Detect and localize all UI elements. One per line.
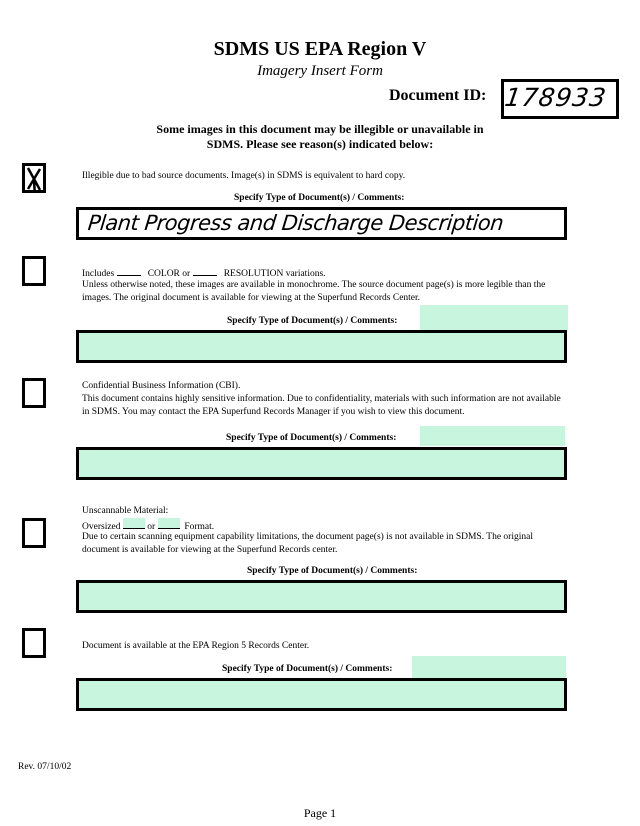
records-center-comments-label: Specify Type of Document(s) / Comments: xyxy=(222,664,393,674)
records-center-checkbox[interactable] xyxy=(22,628,46,658)
cbi-line-2: This document contains highly sensitive information. Due to confidentiality, materials with such information are not available xyxy=(82,394,561,404)
color-resolution-line-3: images. The original document is available for viewing at the Superfund Records Center. xyxy=(82,293,421,303)
color-resolution-checkbox[interactable] xyxy=(22,256,46,286)
unscannable-comments-label: Specify Type of Document(s) / Comments: xyxy=(247,566,418,576)
color-resolution-line-1: Includes COLOR or RESOLUTION variations. xyxy=(82,266,326,281)
records-center-comments-field[interactable] xyxy=(76,678,567,711)
intro-line-2: SDMS. Please see reason(s) indicated below: xyxy=(206,137,434,151)
unscannable-comments-field[interactable] xyxy=(76,580,567,613)
illegible-checkbox[interactable] xyxy=(22,163,46,193)
check-mark-icon xyxy=(25,166,43,192)
records-center-spec-fill xyxy=(412,656,566,678)
color-resolution-comments-field[interactable] xyxy=(76,330,567,363)
unscannable-line-2: Oversized or Format. xyxy=(82,518,214,534)
illegible-comments-label: Specify Type of Document(s) / Comments: xyxy=(234,193,405,203)
cbi-spec-fill xyxy=(420,426,565,446)
cbi-checkbox[interactable] xyxy=(22,378,46,408)
records-center-description: Document is available at the EPA Region 5 Records Center. xyxy=(82,641,310,651)
format-blank[interactable] xyxy=(158,518,180,529)
intro-notice xyxy=(100,122,540,152)
revision-date: Rev. 07/10/02 xyxy=(18,762,72,772)
cbi-comments-label: Specify Type of Document(s) / Comments: xyxy=(226,433,397,443)
unscannable-line-4: document is available for viewing at the Superfund Records center. xyxy=(82,545,338,555)
cbi-line-1: Confidential Business Information (CBI). xyxy=(82,381,241,391)
color-resolution-comments-label: Specify Type of Document(s) / Comments: xyxy=(227,316,398,326)
color-resolution-spec-fill xyxy=(420,305,568,331)
page-title: SDMS US EPA Region V xyxy=(213,38,427,60)
cbi-line-3: in SDMS. You may contact the EPA Superfund Records Manager if you wish to view this document. xyxy=(82,407,465,417)
illegible-comments-value: Plant Progress and Discharge Description xyxy=(86,211,505,235)
oversized-blank[interactable] xyxy=(123,518,145,529)
unscannable-line-1: Unscannable Material: xyxy=(82,506,169,516)
color-resolution-line-2: Unless otherwise noted, these images are available in monochrome. The source document page(s) is more legible than the xyxy=(82,280,546,290)
document-id-value: 178933 xyxy=(502,83,609,112)
unscannable-checkbox[interactable] xyxy=(22,518,46,548)
color-count-blank[interactable] xyxy=(117,266,141,276)
page-number: Page 1 xyxy=(303,806,337,820)
document-id-label: Document ID: xyxy=(389,87,487,104)
resolution-count-blank[interactable] xyxy=(193,266,217,276)
form-subtitle: Imagery Insert Form xyxy=(257,63,383,79)
illegible-description: Illegible due to bad source documents. Image(s) in SDMS is equivalent to hard copy. xyxy=(82,171,406,181)
cbi-comments-field[interactable] xyxy=(76,447,567,480)
intro-line-1: Some images in this document may be illegible or unavailable in xyxy=(156,122,484,136)
unscannable-line-3: Due to certain scanning equipment capability limitations, the document page(s) is not available in SDMS. The original xyxy=(82,532,533,542)
